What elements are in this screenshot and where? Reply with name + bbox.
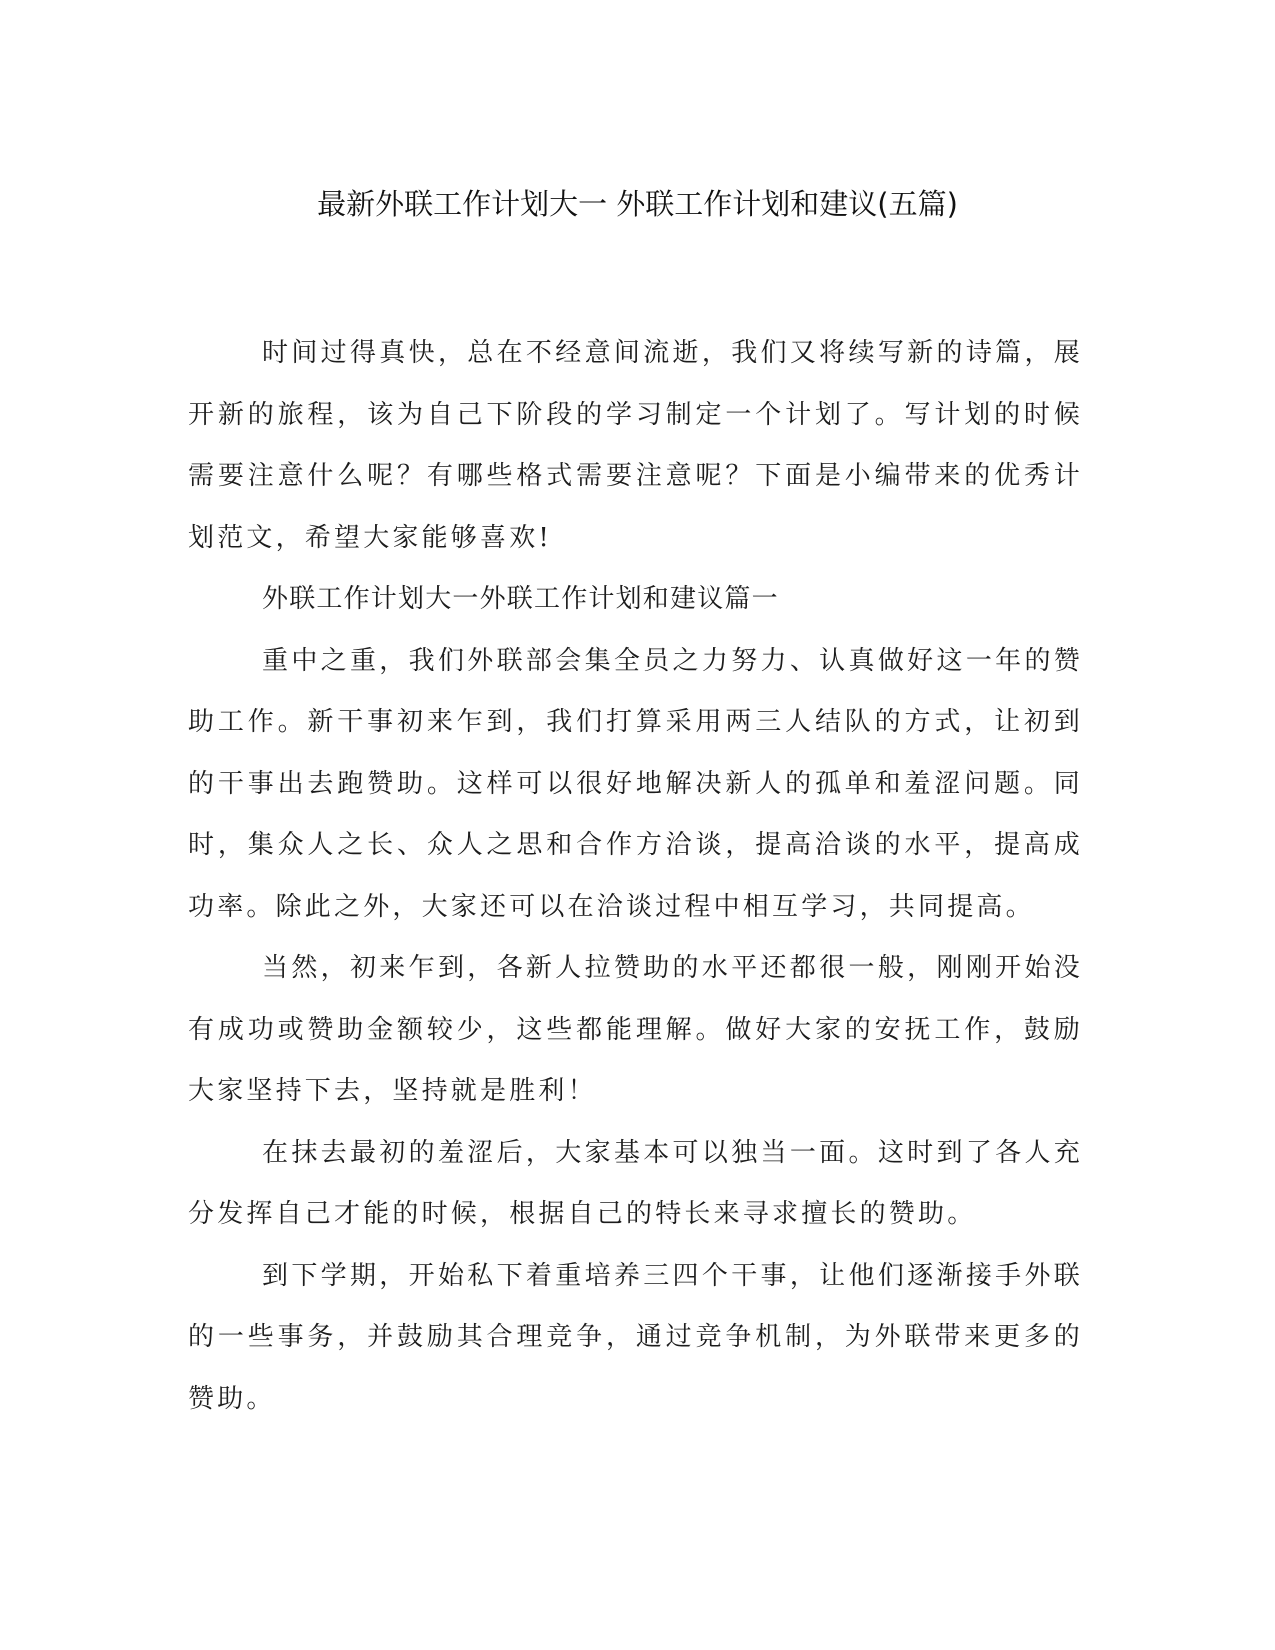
body-paragraph: 在抹去最初的羞涩后，大家基本可以独当一面。这时到了各人充分发挥自己才能的时候，根据自己的特长来寻求擅长的赞助。 bbox=[188, 1137, 1083, 1229]
document-body bbox=[188, 323, 1083, 1430]
body-paragraph: 重中之重，我们外联部会集全员之力努力、认真做好这一年的赞助工作。新干事初来乍到，我们打算采用两三人结队的方式，让初到的干事出去跑赞助。这样可以很好地解决新人的孤单和羞涩问题。同时，集众人之长、众人之思和合作方洽谈，提高洽谈的水平，提高成功率。除此之外，大家还可以在洽谈过程中相互学习，共同提高。 bbox=[188, 645, 1083, 922]
body-paragraph: 到下学期，开始私下着重培养三四个干事，让他们逐渐接手外联的一些事务，并鼓励其合理竞争，通过竞争机制，为外联带来更多的赞助。 bbox=[188, 1260, 1083, 1414]
intro-paragraph: 时间过得真快，总在不经意间流逝，我们又将续写新的诗篇，展开新的旅程，该为自己下阶段的学习制定一个计划了。写计划的时候需要注意什么呢？有哪些格式需要注意呢？下面是小编带来的优秀计划范文，希望大家能够喜欢! bbox=[188, 338, 1083, 553]
body-paragraph: 当然，初来乍到，各新人拉赞助的水平还都很一般，刚刚开始没有成功或赞助金额较少，这些都能理解。做好大家的安抚工作，鼓励大家坚持下去，坚持就是胜利！ bbox=[188, 953, 1083, 1106]
document-title: 最新外联工作计划大一 外联工作计划和建议(五篇) bbox=[317, 187, 958, 221]
section-heading: 外联工作计划大一外联工作计划和建议篇一 bbox=[262, 584, 779, 614]
